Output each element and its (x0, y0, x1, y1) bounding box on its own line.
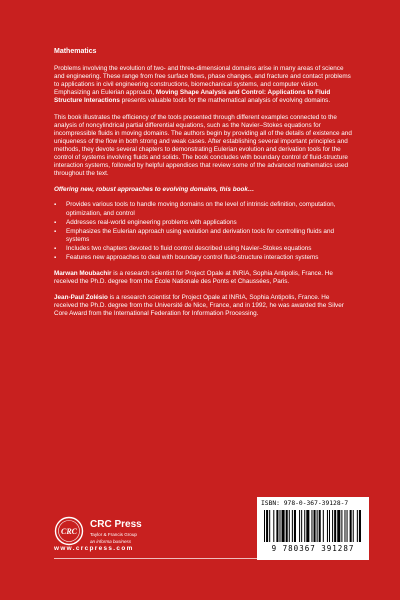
crc-logo-icon (54, 516, 84, 546)
features-lead: Offering new, robust approaches to evolving domains, this book… (54, 186, 255, 194)
barcode-bar (353, 510, 354, 542)
intro-part1: Problems involving the evolution of two- and three-dimensional domains arise in many areas of science and engineering. These range from free surface flows, phase changes, and fracture and contact problems to applications in civil engineering constructions, biomechanical systems, and computer vision. Emphasizing an Eulerian approach, (54, 65, 351, 97)
barcode-bar (359, 510, 361, 542)
logo-text: CRC (60, 527, 78, 536)
barcode-bar (299, 510, 300, 542)
barcode-bar (273, 510, 274, 542)
barcode-icon (264, 510, 362, 542)
isbn-label: ISBN: 978-0-367-39128-7 (261, 500, 349, 507)
feature-item: ▪ Includes two chapters devoted to fluid control described using Navier–Stokes equations (54, 245, 354, 253)
author-name: Marwan Moubachir (54, 270, 112, 278)
publisher-name: CRC Press (90, 519, 142, 530)
barcode-bar (334, 510, 336, 542)
feature-item: ▪ Features new approaches to deal with boundary control fluid-structure interaction systems (54, 254, 354, 262)
barcode-bar (264, 510, 265, 542)
features-list (54, 201, 354, 262)
barcode-bar (266, 510, 268, 542)
author-description: is a research scientist for Project Opale at INRIA, Sophia Antipolis, France. He received the Ph.D. degree from the Université de Nice, France, and in 1992, he was awarded the Silver Core Award from the International Federation for Information Processing. (54, 294, 344, 318)
barcode-bar (314, 510, 316, 542)
barcode-bar (306, 510, 309, 542)
publisher-tagline: an informa business (90, 539, 132, 544)
intro-paragraph (54, 65, 354, 105)
barcode-bar (317, 510, 318, 542)
barcode-number: 9 780367 391287 (271, 544, 355, 553)
book-title: Moving Shape Analysis and Control: Applications to Fluid Structure Interactions (54, 89, 331, 105)
barcode-bar (301, 510, 302, 542)
barcode-bar (332, 510, 333, 542)
feature-item: ▪ Addresses real-world engineering problems with applications (54, 219, 354, 227)
barcode-bar (292, 510, 293, 542)
barcode-bar (311, 510, 312, 542)
barcode-bar (276, 510, 278, 542)
publisher-group: Taylor & Francis Group (90, 532, 137, 537)
barcode-bar (344, 510, 345, 542)
barcode-bar (282, 510, 285, 542)
barcode-bar (279, 510, 280, 542)
barcode-bar (350, 510, 352, 542)
author-name: Jean-Paul Zolésio (54, 294, 108, 302)
intro-part2: presents valuable tools for the mathematical analysis of evolving domains. (119, 97, 331, 105)
author-bio (54, 294, 354, 318)
barcode-bar (319, 510, 321, 542)
isbn-barcode-box (257, 497, 369, 560)
description-paragraph: This book illustrates the efficiency of the tools presented through different examples connected to the analysis of noncylindrical partial differential equations, such as the Navier–Stokes equations for incompressible fluids in moving domains. The authors begin by providing all of the details of existence and uniqueness of the flow in both strong and weak cases. After establishing several important principles and methods, they devote several chapters to demonstrating Eulerian evolution and derivation tools for the control of systems involving fluids and solids. The book concludes with boundary control of fluid-structure interaction systems, followed by helpful appendices that review some of the advanced mathematics used throughout the text. (54, 113, 352, 178)
barcode-bar (329, 510, 330, 542)
barcode-bar (286, 510, 288, 542)
barcode-bar (337, 510, 340, 542)
subject-heading: Mathematics (54, 48, 97, 55)
author-bio (54, 270, 354, 286)
barcode-bar (304, 510, 305, 542)
barcode-bar (269, 510, 270, 542)
barcode-bar (341, 510, 342, 542)
publisher-website[interactable]: www.crcpress.com (54, 545, 134, 552)
barcode-bar (347, 510, 348, 542)
barcode-bar (294, 510, 296, 542)
barcode-bar (289, 510, 290, 542)
barcode-bar (357, 510, 358, 542)
feature-item: ▪ Emphasizes the Eulerian approach using evolution and derivation tools for controlling fluids and systems (54, 228, 354, 244)
author-description: is a research scientist for Project Opale at INRIA, Sophia Antipolis, France. He received the Ph.D. degree from the École Nationale des Ponts et Chaussées, Paris. (54, 270, 333, 286)
barcode-bar (327, 510, 328, 542)
feature-item: ▪ Provides various tools to handle moving domains on the level of intrinsic definition, computation, optimization, and control (54, 201, 354, 217)
cover-text (54, 48, 354, 327)
barcode-bar (323, 510, 324, 542)
